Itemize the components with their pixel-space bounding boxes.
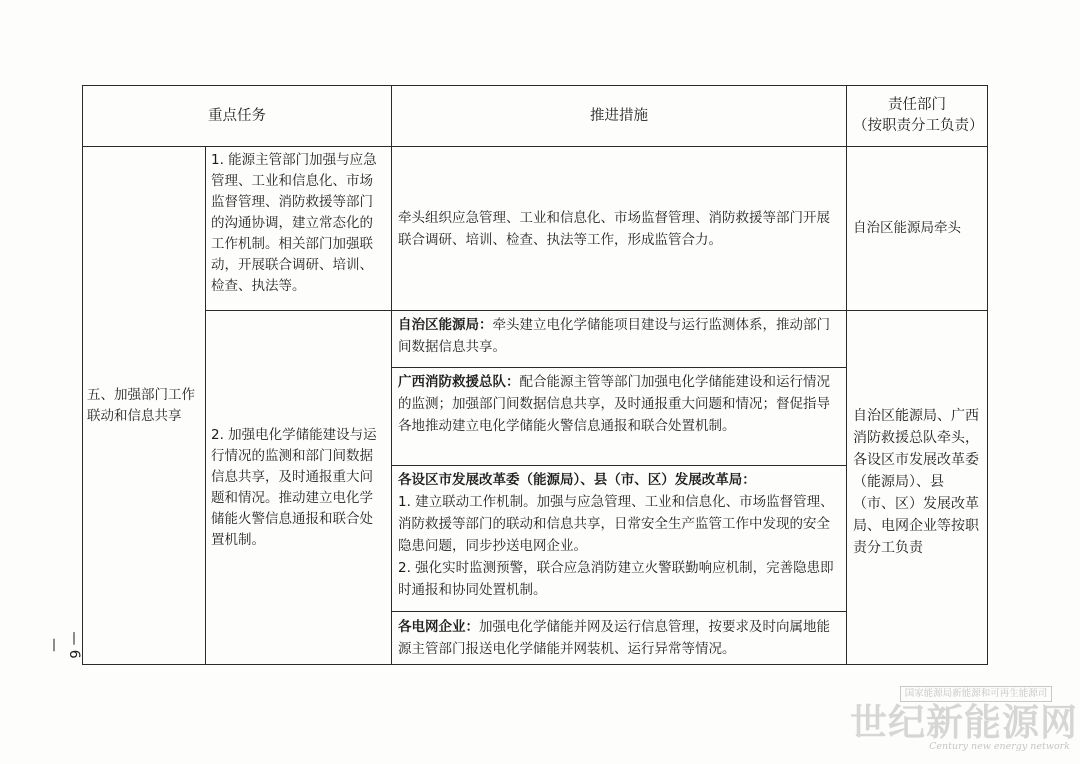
org-label-2: 广西消防救援总队：	[398, 374, 520, 390]
task-text-1: 1. 能源主管部门加强与应急管理、工业和信息化、市场监督管理、消防救援等部门的沟通协调，建立常态化的工作机制。相关部门加强联动，开展联合调研、培训、检查、执法等。	[211, 152, 377, 294]
measure-sub-item-1: 1. 建立联动工作机制。加强与应急管理、工业和信息化、市场监督管理、消防救援等部门的联动和信息共享，日常安全生产监管工作中发现的安全隐患问题，同步抄送电网企业。	[398, 494, 834, 554]
category-label: 五、加强部门工作联动和信息共享	[87, 386, 195, 424]
department-cell-2	[846, 310, 988, 665]
department-text-2: 自治区能源局、广西消防救援总队牵头，各设区市发展改革委（能源局）、县（市、区）发展改革局、电网企业等按职责分工负责	[853, 408, 979, 556]
org-label-3: 各设区市发展改革委（能源局）、县（市、区）发展改革局：	[398, 472, 756, 488]
measure-sub-text-2: 配合能源主管等部门加强电化学储能建设和运行情况的监测；加强部门间数据信息共享，及时通报重大问题和情况；督促指导各地推动建立电化学储能火警信息通报和联合处置机制。	[398, 374, 830, 434]
measure-sub-1	[391, 310, 847, 368]
measure-sub-4	[391, 611, 847, 665]
header-task-label: 重点任务	[208, 107, 266, 124]
task-text-2: 2. 加强电化学储能建设与运行情况的监测和部门间数据信息共享，及时通报重大问题和情况。推动建立电化学储能火警信息通报和联合处置机制。	[211, 426, 377, 548]
header-task	[82, 85, 392, 147]
measure-text-1: 牵头组织应急管理、工业和信息化、市场监督管理、消防救援等部门开展联合调研、培训、检查、执法等工作，形成监管合力。	[398, 209, 830, 248]
org-label-4: 各电网企业：	[398, 619, 479, 635]
header-measures-label: 推进措施	[590, 107, 648, 124]
org-label-1: 自治区能源局：	[398, 317, 493, 333]
watermark-subtitle: Century new energy network	[929, 741, 1070, 752]
header-department-line2: （按职责分工负责）	[853, 118, 984, 134]
category-cell	[82, 146, 206, 665]
measure-sub-text-1: 牵头建立电化学储能项目建设与运行监测体系，推动部门间数据信息共享。	[398, 317, 830, 355]
measure-sub-text-4: 加强电化学储能并网及运行信息管理，按要求及时向属地能源主管部门报送电化学储能并网装机、运行异常等情况。	[398, 619, 830, 657]
policy-table	[82, 85, 988, 665]
task-cell-1	[205, 146, 392, 311]
watermark-box: 国家能源局新能源和可再生能源司	[900, 686, 1052, 702]
department-text-1: 自治区能源局牵头	[853, 220, 961, 236]
watermark-logo: 世纪新能源网	[850, 700, 1078, 744]
measure-sub-2	[391, 367, 847, 466]
measure-sub-item-2: 2. 强化实时监测预警，联合应急消防建立火警联勤响应机制，完善隐患即时通报和协同处置机制。	[398, 560, 834, 598]
department-cell-1	[846, 146, 988, 311]
measure-cell-1	[391, 146, 847, 311]
task-cell-2	[205, 310, 392, 665]
header-department-line1: 责任部门	[888, 97, 946, 113]
measure-sub-3	[391, 465, 847, 612]
header-department	[846, 85, 988, 147]
header-measures	[391, 85, 847, 147]
page-number: — 6 —	[46, 631, 82, 659]
